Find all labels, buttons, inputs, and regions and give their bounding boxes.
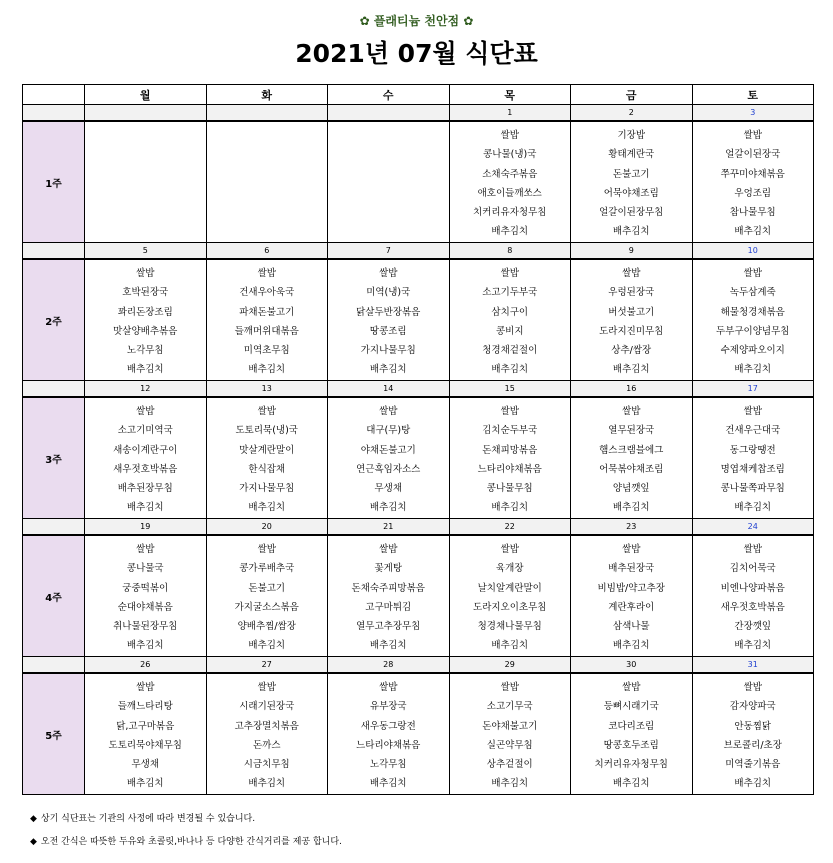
date-row [23,105,814,122]
menu-item: 쌀밥 [500,544,519,555]
menu-item: 닭살두반장볶음 [356,306,421,318]
menu-item: 치커리유자청무침 [594,759,668,771]
date-cell: 21 [328,519,450,536]
menu-item: 쌀밥 [257,268,276,279]
date-row [23,243,814,260]
menu-item: 쭈꾸미야채볶음 [720,168,785,180]
menu-item: 소고기무국 [486,701,533,713]
meal-cell [449,673,571,795]
date-cell: 29 [449,657,571,674]
menu-item: 황태계란국 [608,149,655,161]
menu-item: 배추김치 [248,640,286,652]
menu-item: 쌀밥 [379,544,398,555]
menu-item: 쌀밥 [136,268,155,279]
menu-item: 시래기된장국 [239,701,295,713]
meal-cell [692,121,814,243]
menu-item: 배추김치 [491,364,529,376]
menu-item: 콩가루배추국 [239,563,295,575]
date-cell [206,105,328,122]
date-cell: 17 [692,381,814,398]
menu-item: 쌀밥 [500,268,519,279]
menu-item: 새송이계란구이 [113,444,178,456]
menu-item: 배추김치 [491,640,529,652]
meal-cell [449,121,571,243]
menu-item: 쌀밥 [622,544,641,555]
date-cell: 10 [692,243,814,260]
menu-item: 도라지진미무침 [599,325,664,337]
menu-item: 돈불고기 [248,582,286,594]
meal-cell [692,397,814,519]
menu-item: 녹두삼계죽 [729,287,776,299]
menu-item: 쌀밥 [136,406,155,417]
menu-item: 쌀밥 [379,406,398,417]
menu-item: 동그랑땡전 [729,444,776,456]
center-name: 플래티늄 천안점 [373,14,460,28]
menu-item: 배추김치 [734,778,772,790]
date-cell: 24 [692,519,814,536]
date-cell: 6 [206,243,328,260]
menu-item: 돈야채불고기 [482,720,538,732]
menu-item: 배추된장무침 [117,483,173,495]
menu-list [571,398,692,518]
menu-item: 돈불고기 [612,168,650,180]
menu-item: 돈까스 [252,739,281,751]
menu-item: 콩나물쪽파무침 [720,483,785,495]
corner-cell [23,85,85,105]
date-cell: 23 [571,519,693,536]
menu-item: 고추장멸치볶음 [234,720,299,732]
menu-item: 콩나물무침 [486,483,533,495]
menu-item: 건새우근대국 [725,425,781,437]
menu-item: 들깨느타리탕 [117,701,173,713]
menu-item: 배추김치 [126,778,164,790]
menu-item: 맛살계란말이 [239,444,295,456]
menu-item: 배추김치 [734,226,772,238]
menu-item: 새우젓호박볶음 [113,463,178,475]
date-cell: 8 [449,243,571,260]
menu-item: 수제양파오이지 [720,345,785,357]
menu-list [328,536,449,656]
menu-item: 비엔나양파볶음 [720,582,785,594]
menu-item: 배추김치 [369,640,407,652]
menu-item: 치커리유자청무침 [473,207,547,219]
menu-item: 청경채겉절이 [482,345,538,357]
menu-item: 김치어묵국 [729,563,776,575]
menu-list [571,674,692,794]
menu-item: 열무고추장무침 [356,621,421,633]
meal-cell [571,673,693,795]
menu-item: 기장밥 [617,130,646,141]
meal-cell [206,121,328,243]
menu-item: 코다리조림 [608,720,655,732]
menu-item: 상추/쌈장 [611,345,652,357]
date-cell: 31 [692,657,814,674]
menu-item: 쌀밥 [500,406,519,417]
menu-list [85,674,206,794]
meal-cell [692,535,814,657]
menu-item: 날치알계란말이 [477,582,542,594]
menu-item: 감자양파국 [729,701,776,713]
menu-item: 돈채피망볶음 [482,444,538,456]
menu-item: 배추김치 [248,778,286,790]
menu-item: 파채돈불고기 [239,306,295,318]
menu-item: 들깨머위대볶음 [234,325,299,337]
menu-item: 삼색나물 [612,621,650,633]
menu-item: 쌀밥 [743,544,762,555]
page-title: 2021년 07월 식단표 [295,39,538,68]
menu-item: 유부장국 [369,701,407,713]
menu-list [693,398,814,518]
menu-item: 얼갈이된장무침 [599,207,664,219]
date-row [23,381,814,398]
date-cell: 13 [206,381,328,398]
menu-item: 해물청경채볶음 [720,306,785,318]
menu-item: 느타리야채볶음 [477,463,542,475]
meal-cell [571,259,693,381]
menu-list [85,398,206,518]
meal-cell [85,535,207,657]
menu-list [450,674,571,794]
menu-item: 우엉조림 [734,187,772,199]
date-cell: 15 [449,381,571,398]
menu-item: 쌀밥 [500,130,519,141]
menu-item: 꽈리돈장조림 [117,306,173,318]
menu-item: 콩나물(냉)국 [483,149,537,161]
menu-item: 상추겉절이 [486,759,533,771]
menu-item: 소고기미역국 [117,425,173,437]
flower-icon: ✿ [359,14,370,28]
menu-list [85,260,206,380]
meal-cell [85,673,207,795]
menu-item: 가지나물무침 [360,345,416,357]
date-cell: 19 [85,519,207,536]
menu-item: 간장깻잎 [734,621,772,633]
date-cell: 28 [328,657,450,674]
menu-list [85,536,206,656]
menu-item: 호박된장국 [122,287,169,299]
menu-item: 시금치무침 [243,759,290,771]
date-cell: 26 [85,657,207,674]
menu-item: 쌀밥 [136,682,155,693]
menu-item: 야채돈불고기 [360,444,416,456]
menu-item: 도토리묵(냉)국 [235,425,298,437]
date-cell: 30 [571,657,693,674]
menu-item: 무생채 [374,483,403,495]
menu-item: 배추김치 [126,502,164,514]
date-cell: 14 [328,381,450,398]
menu-list [207,398,328,518]
meal-row [23,535,814,657]
menu-item: 돈채숙주피망볶음 [351,582,425,594]
date-row [23,519,814,536]
meal-cell [328,397,450,519]
menu-item: 땅콩조림 [369,325,407,337]
menu-list [207,536,328,656]
menu-list [207,122,328,126]
date-cell [85,105,207,122]
date-row-spacer [23,519,85,536]
menu-item: 배추김치 [126,364,164,376]
menu-item: 배추김치 [734,502,772,514]
menu-item: 우렁된장국 [608,287,655,299]
menu-list [450,536,571,656]
menu-item: 어묵볶야채조림 [599,463,664,475]
menu-item: 노각무침 [369,759,407,771]
menu-list [571,536,692,656]
menu-item: 소채숙주볶음 [482,168,538,180]
diamond-bullet-icon: ◆ [30,814,37,824]
menu-item: 새우동그랑전 [360,720,416,732]
menu-item: 고구마튀김 [365,601,412,613]
meal-cell [85,121,207,243]
menu-item: 대구(무)탕 [366,425,411,437]
date-cell: 3 [692,105,814,122]
date-cell: 27 [206,657,328,674]
menu-item: 배추김치 [248,364,286,376]
meal-cell [449,535,571,657]
menu-item: 배추김치 [612,226,650,238]
note-item [30,808,342,831]
menu-item: 취나물된장무침 [113,621,178,633]
menu-list [328,398,449,518]
date-cell: 9 [571,243,693,260]
menu-item: 얼갈이된장국 [725,149,781,161]
menu-list [693,536,814,656]
menu-list [328,674,449,794]
menu-item: 닭,고구마볶음 [116,720,175,732]
meal-row [23,121,814,243]
menu-item: 계란후라이 [608,601,655,613]
menu-item: 배추김치 [491,502,529,514]
meal-cell [85,259,207,381]
menu-item: 노각무침 [126,345,164,357]
center-subtitle [0,12,833,29]
date-cell: 16 [571,381,693,398]
menu-item: 배추김치 [612,640,650,652]
notes [30,808,342,854]
menu-item: 꽃게탕 [374,563,403,575]
date-row-spacer [23,105,85,122]
menu-item: 배추김치 [612,778,650,790]
menu-item: 버섯불고기 [608,306,655,318]
menu-item: 배추김치 [248,502,286,514]
menu-item: 배추김치 [612,502,650,514]
menu-item: 미역초무침 [243,345,290,357]
meal-cell [328,673,450,795]
menu-item: 느타리야채볶음 [356,739,421,751]
menu-item: 등뼈시래기국 [603,701,659,713]
menu-list [207,260,328,380]
menu-item: 배추김치 [369,778,407,790]
meal-row [23,673,814,795]
menu-item: 양배추찜/쌈장 [237,621,296,633]
meal-cell [206,397,328,519]
menu-item: 도토리묵야채무침 [108,739,182,751]
menu-item: 맛살양배추볶음 [113,325,178,337]
menu-item: 햄스크램블에그 [599,444,664,456]
date-row-spacer [23,243,85,260]
menu-item: 실곤약무침 [486,739,533,751]
day-header: 목 [449,85,571,105]
menu-item: 참나물무침 [729,207,776,219]
menu-item: 미역줄기볶음 [725,759,781,771]
menu-item: 쌀밥 [257,682,276,693]
date-cell: 2 [571,105,693,122]
date-cell: 20 [206,519,328,536]
week-label: 5주 [23,673,85,795]
menu-item: 청경채나물무침 [477,621,542,633]
meal-row [23,259,814,381]
meal-table [22,84,814,795]
menu-list [328,122,449,126]
menu-item: 쌀밥 [257,544,276,555]
menu-list [85,122,206,126]
date-cell: 5 [85,243,207,260]
meal-cell [449,259,571,381]
meal-cell [571,121,693,243]
menu-item: 쌀밥 [136,544,155,555]
day-header: 금 [571,85,693,105]
note-text: 오전 간식은 따뜻한 두유와 초콜릿,바나나 등 다양한 간식거리를 제공 합니다. [40,837,342,847]
week-label: 4주 [23,535,85,657]
date-cell: 22 [449,519,571,536]
menu-item: 배추김치 [734,364,772,376]
menu-item: 열무된장국 [608,425,655,437]
meal-cell [328,535,450,657]
menu-item: 배추김치 [369,502,407,514]
menu-item: 연근흑임자소스 [356,463,421,475]
note-text: 상기 식단표는 기관의 사정에 따라 변경될 수 있습니다. [40,814,256,824]
meal-cell [328,259,450,381]
menu-item: 쌀밥 [622,682,641,693]
menu-item: 건새우아욱국 [239,287,295,299]
date-row [23,657,814,674]
date-row-spacer [23,381,85,398]
menu-item: 소고기두부국 [482,287,538,299]
day-header: 수 [328,85,450,105]
menu-item: 양념깻잎 [612,483,650,495]
meal-cell [85,397,207,519]
menu-item: 가지굴소스볶음 [234,601,299,613]
menu-item: 새우젓호박볶음 [720,601,785,613]
meal-cell [571,535,693,657]
date-cell: 7 [328,243,450,260]
diamond-bullet-icon: ◆ [30,837,37,847]
meal-cell [692,673,814,795]
menu-item: 쌀밥 [743,682,762,693]
menu-list [450,398,571,518]
menu-list [571,260,692,380]
menu-item: 배추김치 [734,640,772,652]
date-cell: 12 [85,381,207,398]
day-header: 토 [692,85,814,105]
menu-item: 미역(냉)국 [366,287,411,299]
flower-icon: ✿ [463,14,474,28]
menu-list [693,674,814,794]
meal-row [23,397,814,519]
menu-item: 비빔밥/약고추장 [597,582,665,594]
menu-item: 순대야채볶음 [117,601,173,613]
week-label: 1주 [23,121,85,243]
meal-cell [328,121,450,243]
menu-item: 명엽채케찹조림 [720,463,785,475]
menu-item: 쌀밥 [379,268,398,279]
day-header: 월 [85,85,207,105]
note-item [30,831,342,854]
menu-item: 배추김치 [612,364,650,376]
menu-item: 쌀밥 [743,268,762,279]
menu-list [571,122,692,242]
menu-item: 쌀밥 [622,406,641,417]
menu-item: 한식잡채 [248,463,286,475]
menu-item: 쌀밥 [622,268,641,279]
date-cell: 1 [449,105,571,122]
menu-item: 배추김치 [126,640,164,652]
menu-item: 배추김치 [369,364,407,376]
menu-item: 애호이들깨쏘스 [477,187,542,199]
week-label: 2주 [23,259,85,381]
menu-item: 쌀밥 [257,406,276,417]
menu-item: 콩나물국 [126,563,164,575]
day-header: 화 [206,85,328,105]
menu-item: 김치순두부국 [482,425,538,437]
day-header-row [23,85,814,105]
menu-item: 무생채 [131,759,160,771]
menu-item: 브로콜리/초장 [723,739,782,751]
menu-item: 배추된장국 [608,563,655,575]
meal-cell [571,397,693,519]
meal-cell [692,259,814,381]
meal-cell [206,535,328,657]
menu-item: 육개장 [495,563,524,575]
menu-item: 가지나물무침 [239,483,295,495]
menu-list [207,674,328,794]
menu-item: 배추김치 [491,778,529,790]
menu-item: 도라지오이초무침 [473,601,547,613]
menu-item: 콩비지 [495,325,524,337]
menu-list [450,122,571,242]
meal-cell [206,673,328,795]
menu-list [693,122,814,242]
date-row-spacer [23,657,85,674]
menu-item: 궁중떡볶이 [122,582,169,594]
menu-list [693,260,814,380]
menu-item: 삼치구이 [491,306,529,318]
menu-item: 배추김치 [491,226,529,238]
menu-item: 두부구이양념무침 [716,325,790,337]
menu-item: 쌀밥 [743,406,762,417]
menu-item: 쌀밥 [500,682,519,693]
date-cell [328,105,450,122]
menu-item: 쌀밥 [743,130,762,141]
menu-item: 안동찜닭 [734,720,772,732]
week-label: 3주 [23,397,85,519]
menu-list [328,260,449,380]
menu-list [450,260,571,380]
meal-cell [206,259,328,381]
menu-item: 어묵야채조림 [603,187,659,199]
menu-item: 땅콩호두조림 [603,739,659,751]
menu-item: 쌀밥 [379,682,398,693]
meal-cell [449,397,571,519]
